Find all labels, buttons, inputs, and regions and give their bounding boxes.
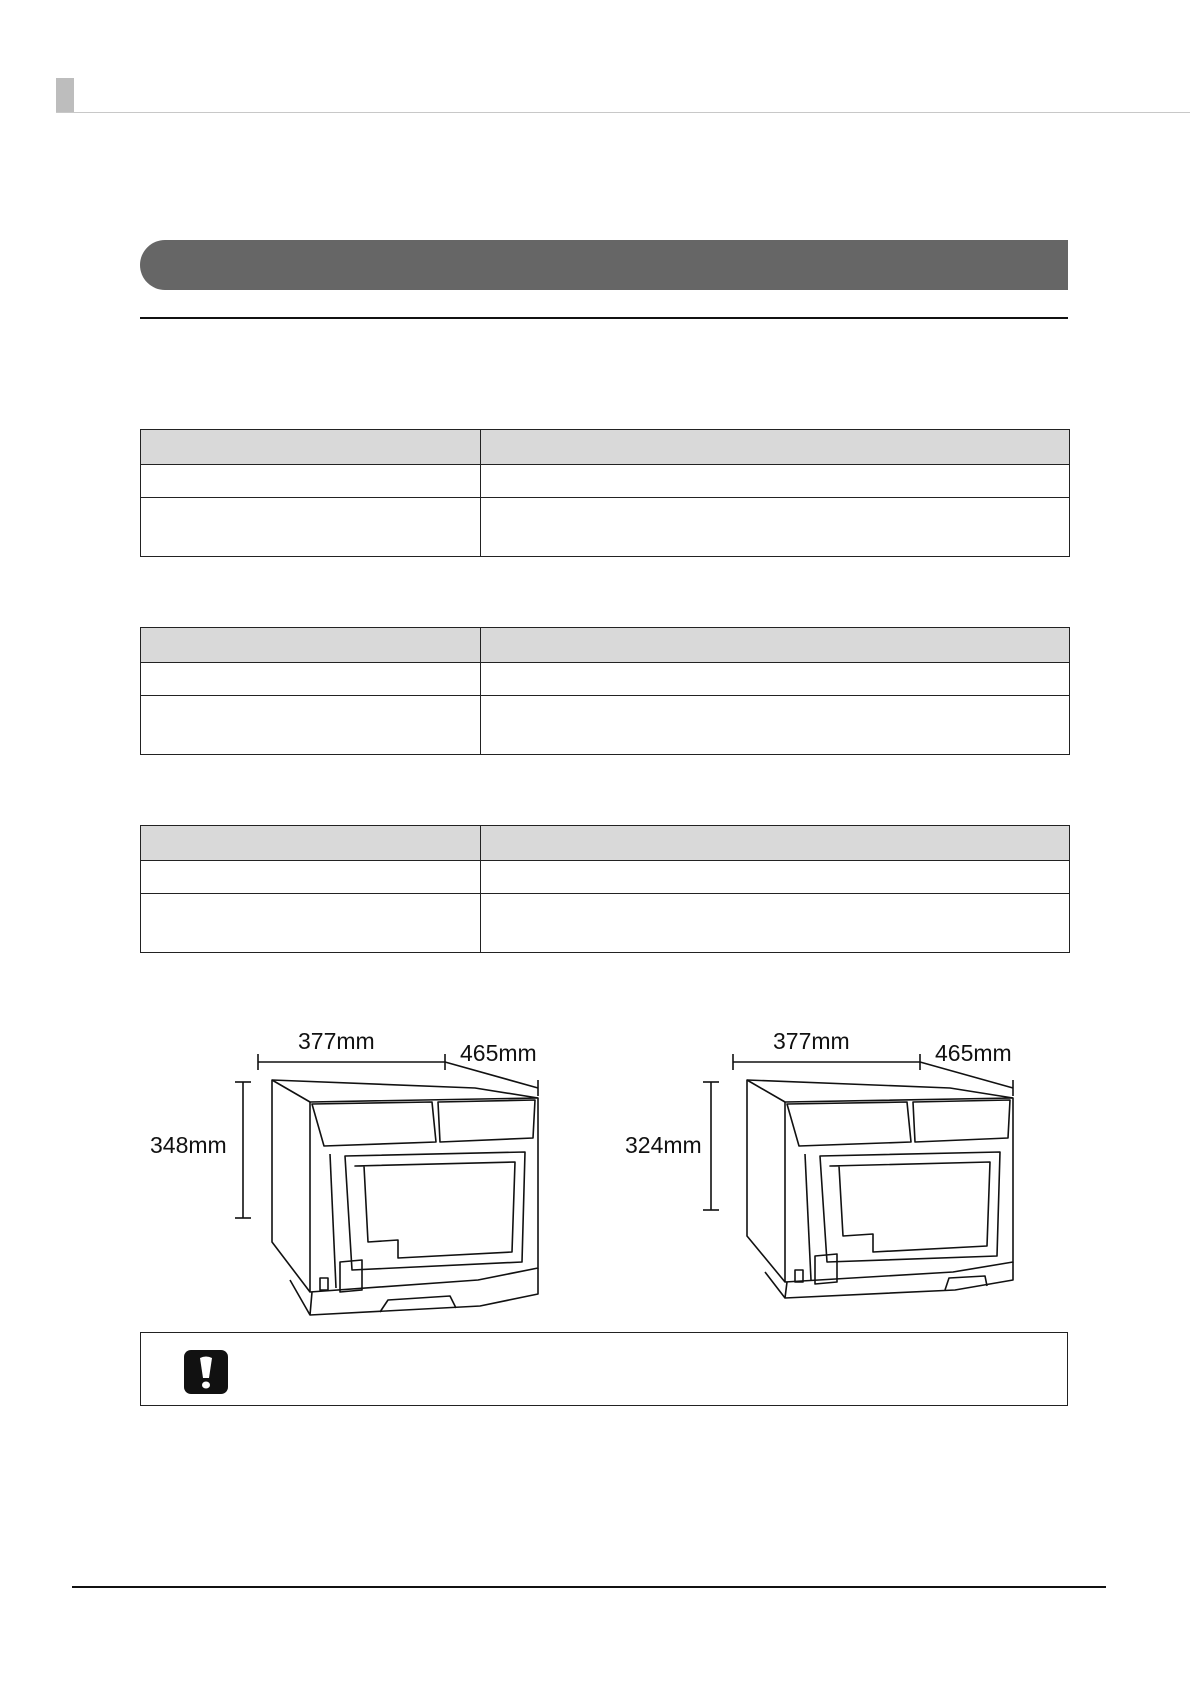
footer-rule xyxy=(72,1586,1106,1588)
table-cell xyxy=(481,498,1070,557)
header-rule xyxy=(56,112,1190,113)
product-dimension-figure-right xyxy=(615,1030,1055,1320)
section-rule xyxy=(140,317,1068,319)
caution-notice-box xyxy=(140,1332,1068,1406)
table-header-cell xyxy=(141,826,481,861)
table-header-cell xyxy=(481,826,1070,861)
table-header-cell xyxy=(481,628,1070,663)
table-cell xyxy=(141,696,481,755)
table-cell xyxy=(141,465,481,498)
table-header-cell xyxy=(141,430,481,465)
dimension-depth-label: 465mm xyxy=(460,1040,537,1066)
dimension-width-label: 377mm xyxy=(773,1028,850,1054)
header-tab xyxy=(56,78,74,112)
table-cell xyxy=(481,696,1070,755)
spec-table-1 xyxy=(140,429,1070,557)
dimension-height-label: 348mm xyxy=(150,1132,227,1158)
table-cell xyxy=(141,861,481,894)
table-header-cell xyxy=(481,430,1070,465)
table-header-cell xyxy=(141,628,481,663)
product-dimension-figure-left xyxy=(140,1030,580,1320)
table-cell xyxy=(481,465,1070,498)
table-cell xyxy=(481,894,1070,953)
dimension-width-label: 377mm xyxy=(298,1028,375,1054)
table-cell xyxy=(481,663,1070,696)
table-cell xyxy=(481,861,1070,894)
table-cell xyxy=(141,498,481,557)
section-title-bar xyxy=(140,240,1068,290)
printer-illustration xyxy=(615,1030,1055,1320)
spec-table-2 xyxy=(140,627,1070,755)
table-cell xyxy=(141,894,481,953)
dimension-height-label: 324mm xyxy=(625,1132,702,1158)
table-cell xyxy=(141,663,481,696)
caution-exclamation-icon xyxy=(183,1349,229,1395)
spec-table-3 xyxy=(140,825,1070,953)
dimension-depth-label: 465mm xyxy=(935,1040,1012,1066)
printer-illustration xyxy=(140,1030,580,1320)
